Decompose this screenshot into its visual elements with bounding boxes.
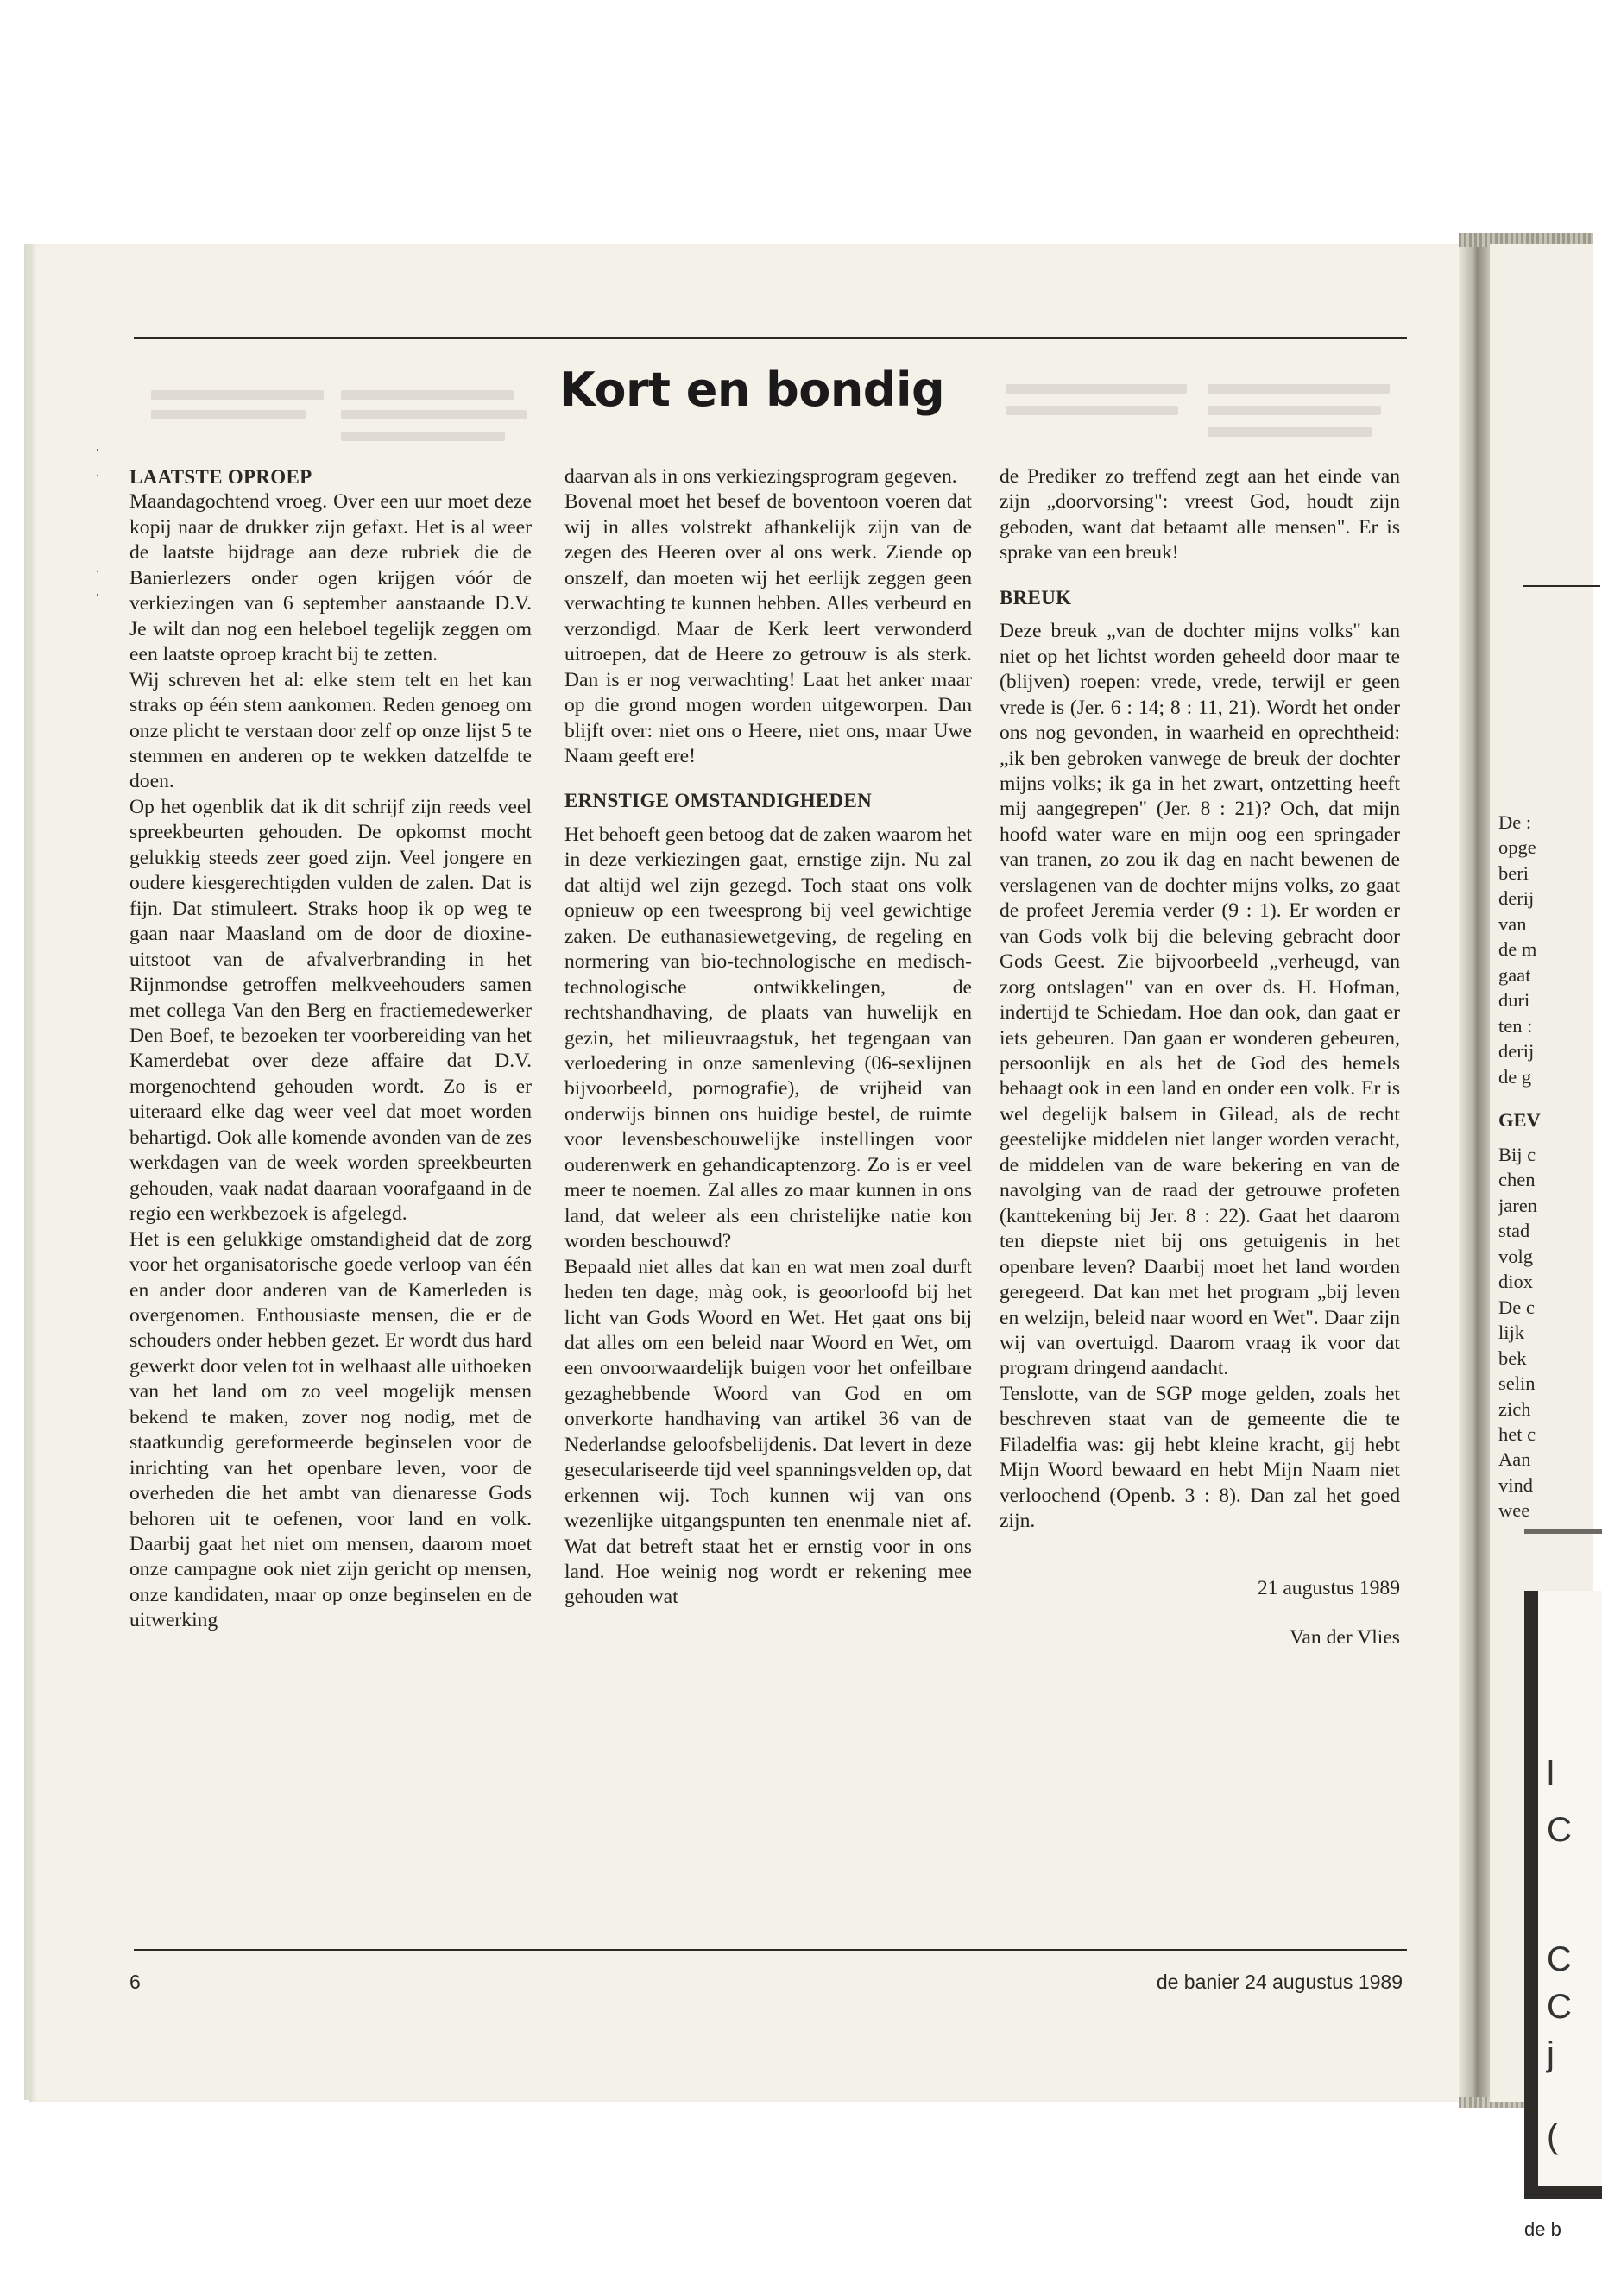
margin-mark: · <box>95 586 100 603</box>
publication-line: de banier 24 augustus 1989 <box>1156 1971 1403 1993</box>
facing-box-glyph: l <box>1547 1755 1555 1793</box>
bottom-rule <box>134 1949 1407 1951</box>
column-1 <box>129 464 532 1634</box>
article-date: 21 augustus 1989 <box>1257 1576 1400 1599</box>
column-2 <box>564 464 972 1611</box>
margin-mark: · <box>95 441 100 458</box>
facing-box-glyph: C <box>1547 1811 1572 1849</box>
paragraph: Maandagochtend vroeg. Over een uur moet deze kopij naar de drukker zijn gefaxt. Het is al weer de laatste bijdrage aan deze rubriek die de Banierlezers onder ogen krijgen vóór de verkiezingen van 6 september aanstaande D.V. Je wilt dan nog een heleboel tegelijk zeggen om een laatste oproep kracht bij te zetten. <box>129 490 532 666</box>
margin-mark: · <box>95 467 100 484</box>
page-number: 6 <box>129 1971 141 1993</box>
subheading-laatste-oproep: LAATSTE OPROEP <box>129 466 312 488</box>
facing-folio: de b <box>1524 2218 1561 2240</box>
facing-text-fragment: Bij c chen jaren stad volg diox De c lijk bek selin zich het c Aan vind wee <box>1498 1144 1537 1522</box>
top-rule <box>134 337 1407 339</box>
paragraph: de Prediker zo treffend zegt aan het einde van zijn „doorvorsing": vreest God, houdt zijn geboden, want dat betaamt alle mensen". Er is sprake van een breuk! <box>1000 465 1400 565</box>
facing-bottom-rule <box>1524 2193 1602 2195</box>
facing-subheading: GEV <box>1498 1109 1541 1131</box>
facing-boxed-ad <box>1524 1591 1602 2199</box>
paragraph: Het is een gelukkige omstandigheid dat de zorg voor het organisatorische goede verloop van één en ander door anderen van de Kamerleden is overgenomen. Enthousiaste mensen, die er de schouders onder hebben gezet. Er wordt dus hard gewerkt door velen tot in welhaast alle uithoeken van het land om zo veel mogelijk mensen bekend te maken, zover nog nodig, met de staatkundig gereformeerde beginselen voor de inrichting van het openbare leven, voor de overheden die het ambt van dienaresse Gods behoren uit te oefenen, voor land en volk. Daarbij gaat het niet om mensen, daarom moet onze campagne ook niet zijn gericht op mensen, onze kandidaten, maar op onze beginselen en de uitwerking <box>129 1227 532 1632</box>
subheading-breuk: BREUK <box>1000 586 1072 609</box>
paragraph: Deze breuk „van de dochter mijns volks" kan niet op het lichtst worden geheeld door maar te (blijven) roepen: vrede, vrede, terwijl er geen vrede is (Jer. 6 : 14; 8 : 11, 21). Wordt het onder ons nog gevonden, in waarheid en oprechtheid: „ik ben gebroken vanwege de breuk der dochter mijns volks; ik ga in het zwart, ontzetting heeft mij aangegrepen" (Jer. 8 : 21)? Och, dat mijn hoofd water ware en mijn oog een springader van tranen, zo zou ik dag en nacht bewenen de verslagenen van de dochter mijns volks, zo gaat de profeet Jeremia verder (9 : 1). Er worden er van Gods volk bij die beleving gebracht door Gods Geest. Zie bijvoorbeeld „verheugd, van zorg ontslagen" van en over ds. H. Hofman, indertijd te Schiedam. Hoe dan ook, dan gaat er iets gebeuren. Dan gaan er wonderen gebeuren, persoonlijk en als het de God des hemels behaagt ook in een land en onder een volk. Er is wel degelijk balsem in Gilead, als de recht geestelijke middelen niet langer worden veracht, de middelen van de ware bekering en van de navolging van de raad der getrouwe profeten (kanttekening bij Jer. 8 : 22). Gaat het daarom ten diepste niet bij ons getuigenis in het openbare leven? Daarbij moet het land worden geregeerd. Dat kan met het program „bij leven en welzijn, beleid naar woord en Wet". Daar zijn wij van overtuigd. Daarom vraag ik voor dat program dringend aandacht. <box>1000 620 1400 1380</box>
paragraph: Wij schreven het al: elke stem telt en het kan straks op één stem aankomen. Reden genoeg om onze plicht te verstaan door zelf op onze lijst 5 te stemmen en anderen op te wekken datzelfde te doen. <box>129 668 532 793</box>
paragraph: Het behoeft geen betoog dat de zaken waarom het in deze verkiezingen gaat, ernstige zijn. Nu zal dat altijd wel zijn gezegd. Toch staat ons volk opnieuw op een tweesprong bij veel gewichtige zaken. De euthanasiewetgeving, de regeling en normering van bio-technologische en medisch-technologische ontwikkelingen, de rechtshandhaving, de plaats van huwelijk en gezin, het milieuvraagstuk, het tegengaan van verloedering in onze samenleving (06-sexlijnen bijvoorbeeld, pornografie), de vrijheid van onderwijs binnen ons huidige bestel, de ruimte voor levensbeschouwelijke instellingen voor ouderenwerk en gehandicaptenzorg. Zo is er veel meer te noemen. Zal alles zo maar kunnen in ons land, dat weleer als een christelijke natie kon worden beschouwd? <box>564 823 972 1253</box>
subheading-ernstige-omstandigheden: ERNSTIGE OMSTANDIGHEDEN <box>564 790 873 812</box>
facing-box-glyph: C <box>1547 1940 1572 1978</box>
facing-top-rule <box>1523 585 1600 587</box>
article-heading: Kort en bondig <box>559 363 945 417</box>
margin-mark: · <box>95 563 100 580</box>
facing-page <box>1490 244 1593 2240</box>
paragraph: Bovenal moet het besef de boventoon voeren dat wij in alles volstrekt afhankelijk zijn van de zegen des Heeren over al ons werk. Ziende op onszelf, dan moeten wij het eerlijk zeggen geen verwachting te kunnen hebben. Alles verbeurd en verzondigd. Maar de Kerk leert verwonderd uitroepen, dat de Heere zo getrouw is als sterk. Dan is er nog verwachting! Laat het anker maar op die grond mogen worden uitgeworpen. Dan blijft over: niet ons o Heere, niet ons, maar Uwe Naam geeft ere! <box>564 490 972 767</box>
paragraph: Bepaald niet alles dat kan en wat men zoal durft heden ten dage, màg ook, is geoorloofd bij het licht van Gods Woord en Wet. Het gaat ons bij dat alles om een beleid naar Woord en Wet, om een onvoorwaardelijk buigen voor het onfeilbare gezaghebbende Woord van God en om onverkorte handhaving van artikel 36 van de Nederlandse geloofsbelijdenis. Dat levert in deze geseculariseerde tijd veel spanningsvelden op, dat erkennen wij. Toch kunnen wij van ons wezenlijke uitgangspunten ten enenmale niet af. Wat dat betreft staat het er ernstig voor in ons land. Hoe weinig nog wordt er rekening mee gehouden wat <box>564 1255 972 1609</box>
facing-box-glyph: C <box>1547 1988 1572 2026</box>
facing-text-fragment: De : opge beri derij van de m gaat duri ten : derij de g <box>1498 811 1537 1088</box>
paragraph: Op het ogenblik dat ik dit schrijf zijn reeds veel spreekbeurten gehouden. De opkomst mocht gelukkig steeds zeer goed zijn. Veel jongere en oudere kiesgerechtigden vulden de zalen. Dat is fijn. Dat stimuleert. Straks hoop ik op weg te gaan naar Maasland om de door de dioxine-uitstoot van de afvalverbranding in het Rijnmondse getroffen melkveehouders samen met collega Van den Berg en fractiemedewerker Den Boef, te bezoeken ter voorbereiding van het Kamerdebat over deze affaire dat D.V. morgenochtend gehouden wordt. Zo is er uiteraard elke dag weer veel dat moet worden behartigd. Ook alle komende avonden van de zes werkdagen van de week worden spreekbeurten gehouden, vaak nadat daaraan voorafgaand in de regio een werkbezoek is afgelegd. <box>129 795 532 1226</box>
facing-box-glyph: ( <box>1547 2117 1559 2155</box>
facing-box-glyph: j <box>1547 2035 1555 2073</box>
facing-divider <box>1524 1529 1602 1534</box>
paragraph: Tenslotte, van de SGP moge gelden, zoals het beschreven staat van de gemeente die te Filadelfia was: gij hebt kleine kracht, gij hebt Mijn Woord bewaard en hebt Mijn Naam niet verloochend (Openb. 3 : 8). Dan zal het goed zijn. <box>1000 1382 1400 1533</box>
paragraph: daarvan als in ons verkiezingsprogram gegeven. <box>564 465 957 488</box>
column-3 <box>1000 464 1400 1650</box>
book-gutter <box>1459 244 1490 2102</box>
article-author: Van der Vlies <box>1290 1626 1400 1649</box>
